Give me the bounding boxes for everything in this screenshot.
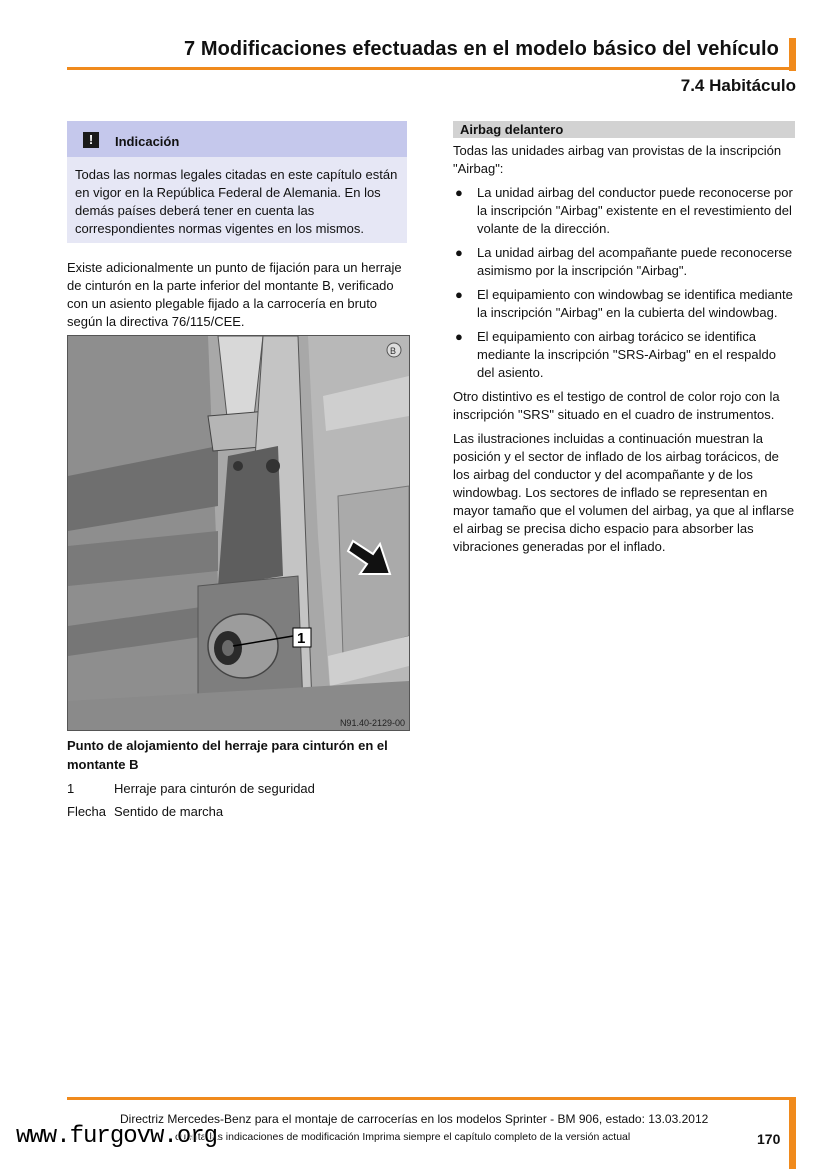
note-header (67, 121, 407, 157)
watermark: www.furgovw.org (16, 1123, 218, 1150)
section-title: 7.4 Habitáculo (680, 76, 796, 95)
exclamation-icon: ! (83, 132, 99, 148)
list-item (453, 328, 796, 382)
airbag-heading-bar (453, 121, 795, 138)
intro-paragraph: Existe adicionalmente un punto de fijación para un herraje de cinturón en la parte inferior del montante B, verificado con un asiento plegable fijado a la carrocería en bruto según la directiva 76/115/CEE. (67, 260, 402, 329)
list-item (453, 184, 796, 238)
figure-code: N91.40-2129-00 (339, 718, 405, 728)
corner-mark: B (390, 346, 397, 356)
airbag-bullet-list (453, 184, 796, 382)
callout-label-1: 1 (297, 630, 306, 647)
chapter-title: 7 Modificaciones efectuadas en el modelo básico del vehículo (183, 38, 779, 60)
footer-rule (67, 1097, 789, 1100)
footer-accent-bar (789, 1097, 796, 1169)
airbag-heading: Airbag delantero (460, 122, 564, 137)
list-item (453, 244, 796, 280)
list-item-text: La unidad airbag del conductor puede reconocerse por la inscripción "Airbag" existente en el revestimiento del volante de la dirección. (477, 185, 793, 236)
header-accent-bar (789, 38, 796, 71)
list-item (453, 286, 796, 322)
note-box (67, 121, 407, 243)
note-title: Indicación (115, 134, 180, 149)
airbag-intro: Todas las unidades airbag van provistas de la inscripción "Airbag": (453, 143, 782, 176)
b-pillar-illustration (68, 336, 409, 730)
note-text: Todas las normas legales citadas en este capítulo están en vigor en la República Federal de Alemania. En los demás países deberá tener en cuenta las correspondientes normas vigentes en los mismos. (75, 167, 398, 236)
legend-value: Sentido de marcha (114, 804, 224, 819)
bullet-icon: ● (455, 245, 463, 260)
footer-line-1: Directriz Mercedes-Benz para el montaje de carrocerías en los modelos Sprinter - BM 906, estado: 13.03.2012 (120, 1112, 709, 1126)
srs-paragraph: Otro distintivo es el testigo de control de color rojo con la inscripción "SRS" situado en el cuadro de instrumentos. (453, 389, 780, 422)
legend-key: 1 (67, 781, 75, 796)
right-column (453, 142, 796, 562)
footer-line-2: cuenta las indicaciones de modificación Imprima siempre el capítulo completo de la versión actual (175, 1131, 631, 1143)
legend-value: Herraje para cinturón de seguridad (114, 781, 315, 796)
b-pillar-figure (67, 335, 410, 731)
header-rule (67, 67, 789, 70)
list-item-text: El equipamiento con airbag torácico se identifica mediante la inscripción "SRS-Airbag" en el respaldo del asiento. (477, 329, 776, 380)
bullet-icon: ● (455, 329, 463, 344)
list-item-text: La unidad airbag del acompañante puede reconocerse asimismo por la inscripción "Airbag". (477, 245, 793, 278)
figure-caption: Punto de alojamiento del herraje para cinturón en el montante B (67, 738, 388, 772)
illustrations-paragraph: Las ilustraciones incluidas a continuación muestran la posición y el sector de inflado de los airbag torácicos, de los airbag del conductor y del acompañante y de los windowbag. Los sectores de inflado se representan en mayor tamaño que el volumen del airbag, ya que al inflarse el airbag se precisa dicho espacio para absorber las vibraciones generadas por el inflado. (453, 431, 795, 554)
list-item-text: El equipamiento con windowbag se identifica mediante la inscripción "Airbag" en la cubierta del windowbag. (477, 287, 793, 320)
legend-key: Flecha (67, 804, 107, 819)
bullet-icon: ● (455, 287, 463, 302)
page-number: 170 (757, 1131, 781, 1147)
bullet-icon: ● (455, 185, 463, 200)
